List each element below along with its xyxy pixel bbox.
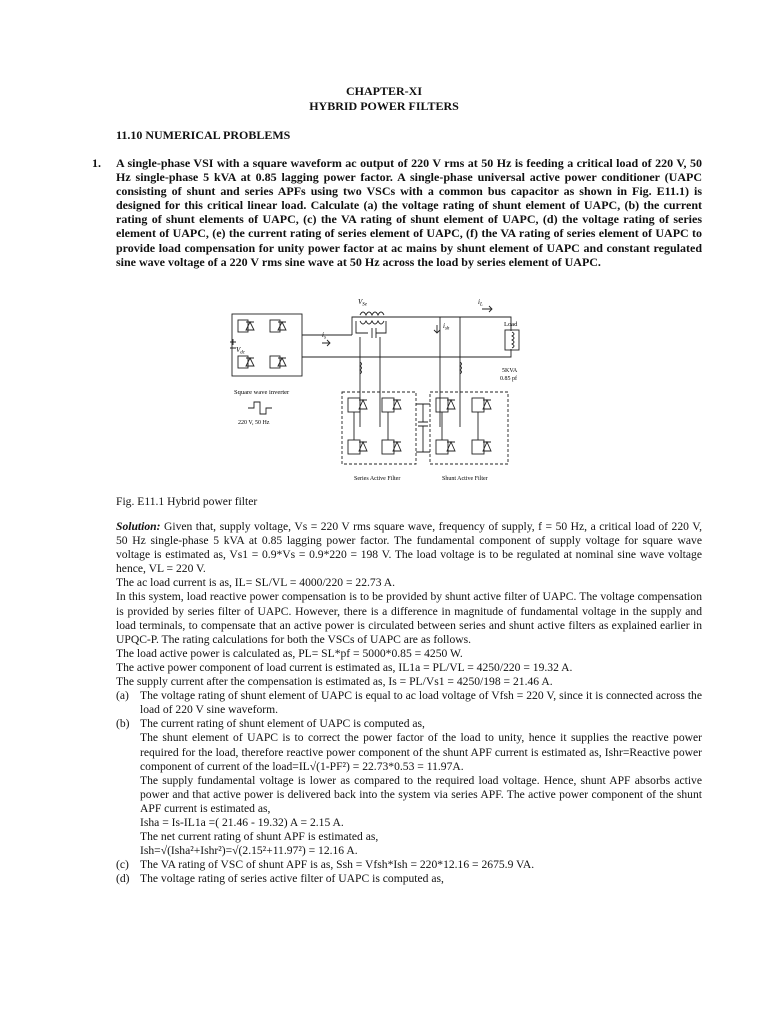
- load-label: Load: [504, 321, 518, 328]
- il-label: $i_L$: [478, 298, 483, 308]
- vse-label: $V_{Se}$: [358, 298, 368, 308]
- problem-number: 1.: [92, 156, 101, 170]
- solution-paragraph: The load active power is calculated as, PL= SL*pf = 5000*0.85 = 4250 W.: [116, 646, 463, 660]
- solution-paragraph: In this system, load reactive power compensation is to be provided by shunt active filter of UAPC. The voltage compensation is provided by series filter of UAPC. However, there is a difference in magnitude of fundamental voltage in the supply and load terminals, to compensate that an active power is circulated between series and shunt active filters as explained earlier in UPQC-P. The rating calculations for both the VSCs of UAPC are as follows.: [116, 590, 702, 646]
- series-filter-label: Series Active Filter: [354, 476, 401, 482]
- inverter-label: Square wave inverter: [234, 389, 290, 396]
- solution-paragraph: The ac load current is as, IL= SL/VL = 4000/220 = 22.73 A.: [116, 576, 396, 590]
- list-item: (a) The voltage rating of shunt element of UAPC is equal to ac load voltage of Vfsh = 220 V, since it is connected across the load of 220 V sine waveform.: [116, 689, 702, 717]
- shunt-filter-label: Shunt Active Filter: [442, 476, 488, 482]
- dc-bus-capacitor: [416, 404, 430, 452]
- solution-paragraph: The active power component of load current is estimated as, IL1a = PL/VL = 4250/220 = 19.32 A.: [116, 660, 573, 674]
- pf-label: 0.85 pf: [500, 376, 517, 382]
- kva-label: 5KVA: [502, 368, 518, 374]
- chapter-title: HYBRID POWER FILTERS: [309, 99, 459, 113]
- list-item: (c) The VA rating of VSC of shunt APF is as, Ssh = Vfsh*Ish = 220*12.16 = 2675.9 VA.: [116, 858, 535, 872]
- solution-paragraph: Given that, supply voltage, Vs = 220 V rms square wave, frequency of supply, f = 50 Hz, a critical load of 220 V, 50 Hz single-phase 5 kVA at 0.85 lagging power factor. The fundamental component of supply voltage for square wave voltage is estimated as, Vs1 = 0.9*Vs = 0.9*220 = 198 V. The load voltage is to be regulated at nominal sine wave voltage hence, VL = 220 V.: [116, 520, 702, 576]
- series-filter-box: [342, 392, 416, 464]
- section-heading: 11.10 NUMERICAL PROBLEMS: [116, 128, 291, 142]
- is-label: $i_s$: [322, 331, 326, 341]
- vdc-label: $V_{dc}$: [236, 346, 246, 356]
- solution-paragraph: The net current rating of shunt APF is estimated as,: [140, 830, 379, 844]
- solution-intro: [116, 520, 702, 576]
- solution-paragraph: The shunt element of UAPC is to correct the power factor of the load to unity, hence it supplies the reactive power required for the load, therefore reactive power component of the shunt APF current is estimated as, Ishr=Reactive power component of current of the load=IL√(1-PF²) = 22.73*0.53 = 11.97A.: [140, 731, 702, 773]
- square-wave-icon: [248, 402, 272, 414]
- inverter-bridge: [232, 314, 302, 376]
- circuit-diagram: [230, 292, 530, 488]
- problem-statement: A single-phase VSI with a square waveform ac output of 220 V rms at 50 Hz is feeding a critical load of 220 V, 50 Hz single-phase 5 kVA at 0.85 lagging power factor. A single-phase universal active power conditioner (UAPC consisting of shunt and series APFs using two VSCs with a common bus capacitor as shown in Fig. E11.1) is designed for this critical linear load. Calculate (a) the voltage rating of shunt element of UAPC, (b) the current rating of shunt elements of UAPC, (c) the VA rating of shunt element of UAPC, (d) the voltage rating of series element of UAPC, (e) the current rating of series element of UAPC, (f) the VA rating of series element of UAPC to provide load compensation for unity power factor at ac mains by shunt element of UAPC and constant regulated sine wave voltage of a 220 V rms sine wave at 50 Hz across the load by series element of UAPC.: [116, 156, 702, 269]
- solution-label: Solution:: [116, 520, 161, 533]
- frequency-label: 220 V, 50 Hz: [238, 420, 270, 426]
- chapter-number: CHAPTER-XI: [345, 84, 422, 98]
- inverter-switch: [238, 320, 286, 368]
- ish-label: $i_{sh}$: [443, 322, 450, 332]
- solution-equation: Isha = Is-IL1a =( 21.46 - 19.32) A = 2.15 A.: [140, 815, 344, 829]
- figure-caption: Fig. E11.1 Hybrid power filter: [116, 495, 258, 508]
- solution-paragraph: The supply current after the compensation is estimated as, Is = PL/Vs1 = 4250/198 = 21.46 A.: [116, 675, 553, 689]
- series-transformer: [360, 312, 384, 315]
- list-item: (d) The voltage rating of series active filter of UAPC is computed as,: [116, 872, 444, 886]
- solution-text: [116, 520, 702, 886]
- list-item: (b) The current rating of shunt element of UAPC is computed as,: [116, 717, 425, 731]
- chapter-heading: [0, 84, 768, 114]
- solution-equation: Ish=√(Isha²+Ishr²)=√(2.15²+11.97²) = 12.16 A.: [140, 844, 358, 858]
- solution-paragraph: The supply fundamental voltage is lower as compared to the required load voltage. Hence, shunt APF absorbs active power and that active power is delivered back into the system via series APF. The active power component of the shunt APF current is estimated as,: [140, 773, 702, 815]
